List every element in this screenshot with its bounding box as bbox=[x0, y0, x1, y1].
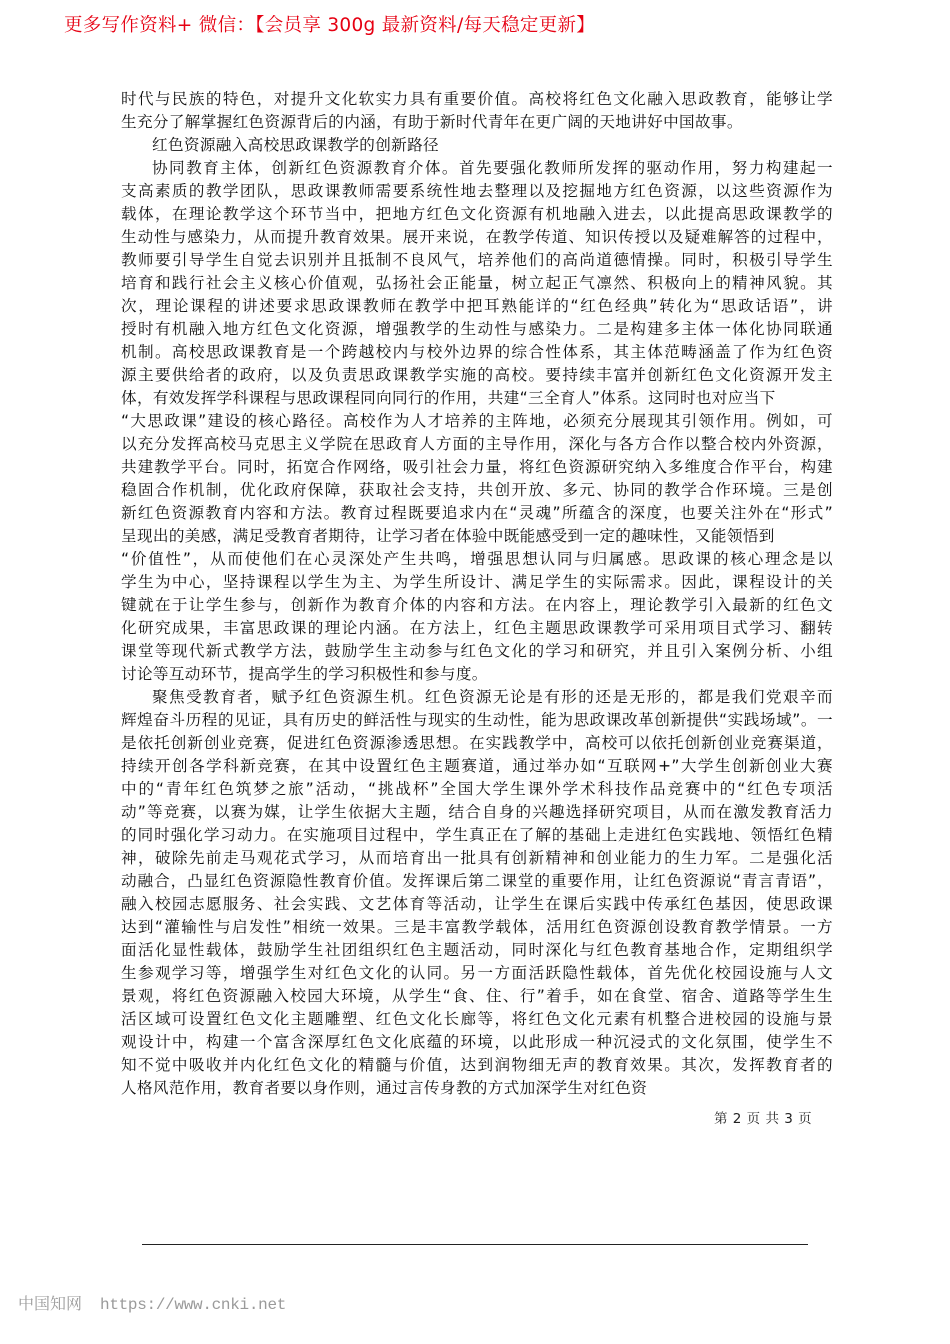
text-line: 载体，在理论教学这个环节当中，把地方红色文化资源有机地融入进去，以此提高思政课教学的 bbox=[121, 205, 833, 223]
text-line: 活区域可设置红色文化主题雕塑、红色文化长廊等，将红色文化元素有机整合进校园的设施与景 bbox=[121, 1010, 833, 1028]
text-line: 辉煌奋斗历程的见证，具有历史的鲜活性与现实的生动性，能为思政课改革创新提供“实践场域”。一 bbox=[121, 711, 833, 729]
promo-banner: 更多写作资料+ 微信：【会员享 300g 最新资料/每天稳定更新】 bbox=[64, 15, 596, 36]
text-line: 持续开创各学科新竞赛，在其中设置红色主题赛道，通过举办如“互联网+”大学生创新创业大赛 bbox=[121, 757, 833, 775]
text-line: 呈现出的美感，满足受教育者期待，让学习者在体验中既能感受到一定的趣味性，又能领悟到 bbox=[121, 527, 775, 545]
document-body bbox=[121, 88, 833, 1100]
watermark-url[interactable]: https://www.cnki.net bbox=[100, 1296, 287, 1314]
text-line: 是依托创新创业竞赛，促进红色资源渗透思想。在实践教学中，高校可以依托创新创业竞赛渠道， bbox=[121, 734, 833, 752]
text-line: 以充分发挥高校马克思主义学院在思政育人方面的主导作用，深化与各方合作以整合校内外资源， bbox=[121, 435, 833, 453]
text-line: 课堂等现代新式教学方法，鼓励学生主动参与红色文化的学习和研究，并且引入案例分析、小组 bbox=[121, 642, 833, 660]
paragraph-start: 聚焦受教育者，赋予红色资源生机。红色资源无论是有形的还是无形的，都是我们党艰辛而 bbox=[152, 688, 833, 706]
text-line: 景观，将红色资源融入校园大环境，从学生“食、住、行”着手，如在食堂、宿舍、道路等学生生 bbox=[121, 987, 833, 1005]
text-line: 中的“青年红色筑梦之旅”活动，“挑战杯”全国大学生课外学术科技作品竞赛中的“红色专项活 bbox=[121, 780, 833, 798]
text-line: 学生为中心，坚持课程以学生为主、为学生所设计、满足学生的实际需求。因此，课程设计的关 bbox=[121, 573, 833, 591]
text-line: 教师要引导学生自觉去识别并且抵制不良风气，培养他们的高尚道德情操。同时，积极引导学生 bbox=[121, 251, 833, 269]
text-line: 时代与民族的特色，对提升文化软实力具有重要价值。高校将红色文化融入思政教育，能够让学 bbox=[121, 90, 833, 108]
text-line: 新红色资源教育内容和方法。教育过程既要追求内在“灵魂”所蕴含的深度，也要关注外在“形式” bbox=[121, 504, 833, 522]
text-line: 化研究成果，丰富思政课的理论内涵。在方法上，红色主题思政课教学可采用项目式学习、翻转 bbox=[121, 619, 833, 637]
text-line: 达到“灌输性与启发性”相统一效果。三是丰富教学载体，活用红色资源创设教育教学情景。一方 bbox=[121, 918, 833, 936]
text-line: 观设计中，构建一个富含深厚红色文化底蕴的环境，以此形成一种沉浸式的文化氛围，使学生不 bbox=[121, 1033, 833, 1051]
section-heading: 红色资源融入高校思政课教学的创新路径 bbox=[152, 136, 439, 154]
text-line: 的同时强化学习动力。在实施项目过程中，学生真正在了解的基础上走进红色实践地、领悟红色精 bbox=[121, 826, 833, 844]
text-line: 授时有机融入地方红色文化资源，增强教学的生动性与感染力。二是构建多主体一体化协同联通 bbox=[121, 320, 833, 338]
text-line: 稳固合作机制，优化政府保障，获取社会支持，共创开放、多元、协同的教学合作环境。三是创 bbox=[121, 481, 833, 499]
footer-divider bbox=[142, 1244, 808, 1245]
text-line: “价值性”，从而使他们在心灵深处产生共鸣，增强思想认同与归属感。思政课的核心理念是以 bbox=[121, 550, 833, 568]
text-line: 次，理论课程的讲述要求思政课教师在教学中把耳熟能详的“红色经典”转化为“思政话语”，讲 bbox=[121, 297, 833, 315]
text-line: 知不觉中吸收并内化红色文化的精髓与价值，达到润物细无声的教育效果。其次，发挥教育者的 bbox=[121, 1056, 833, 1074]
text-line: 融入校园志愿服务、社会实践、文艺体育等活动，让学生在课后实践中传承红色基因，使思政课 bbox=[121, 895, 833, 913]
text-line: 动”等竞赛，以赛为媒，让学生依据大主题，结合自身的兴趣选择研究项目，从而在激发教育活力 bbox=[121, 803, 833, 821]
text-line: 支高素质的教学团队，思政课教师需要系统性地去整理以及挖掘地方红色资源，以这些资源作为 bbox=[121, 182, 833, 200]
text-line: 面活化显性载体，鼓励学生社团组织红色主题活动，同时深化与红色教育基地合作，定期组织学 bbox=[121, 941, 833, 959]
text-line: 共建教学平台。同时，拓宽合作网络，吸引社会力量，将红色资源研究纳入多维度合作平台，构建 bbox=[121, 458, 833, 476]
text-line: 讨论等互动环节，提高学生的学习积极性和参与度。 bbox=[121, 665, 488, 683]
text-line: 生充分了解掌握红色资源背后的内涵，有助于新时代青年在更广阔的天地讲好中国故事。 bbox=[121, 113, 743, 131]
text-line: 键就在于让学生参与，创新作为教育介体的内容和方法。在内容上，理论教学引入最新的红色文 bbox=[121, 596, 833, 614]
paragraph-start: 协同教育主体，创新红色资源教育介体。首先要强化教师所发挥的驱动作用，努力构建起一 bbox=[152, 159, 833, 177]
text-line: “大思政课”建设的核心路径。高校作为人才培养的主阵地，必须充分展现其引领作用。例如，可 bbox=[121, 412, 833, 430]
text-line: 生参观学习等，增强学生对红色文化的认同。另一方面活跃隐性载体，首先优化校园设施与人文 bbox=[121, 964, 833, 982]
text-line: 源主要供给者的政府，以及负责思政课教学实施的高校。要持续丰富并创新红色文化资源开发主 bbox=[121, 366, 833, 384]
page-number: 第 2 页 共 3 页 bbox=[714, 1111, 813, 1127]
text-line: 体，有效发挥学科课程与思政课程同向同行的作用，共建“三全育人”体系。这同时也对应当下 bbox=[121, 389, 776, 407]
text-line: 生动性与感染力，从而提升教育效果。展开来说，在教学传道、知识传授以及疑难解答的过程中， bbox=[121, 228, 833, 246]
cnki-watermark bbox=[18, 1292, 286, 1317]
text-line: 神，破除先前走马观花式学习，从而培育出一批具有创新精神和创业能力的生力军。二是强化活 bbox=[121, 849, 833, 867]
text-line: 人格风范作用，教育者要以身作则，通过言传身教的方式加深学生对红色资 bbox=[121, 1079, 648, 1097]
text-line: 机制。高校思政课教育是一个跨越校内与校外边界的综合性体系，其主体范畴涵盖了作为红色资 bbox=[121, 343, 833, 361]
watermark-name: 中国知网 bbox=[18, 1294, 83, 1313]
text-line: 动融合，凸显红色资源隐性教育价值。发挥课后第二课堂的重要作用，让红色资源说“青言青语”， bbox=[121, 872, 833, 890]
text-line: 培育和践行社会主义核心价值观，弘扬社会正能量，树立起正气凛然、积极向上的精神风貌。其 bbox=[121, 274, 833, 292]
